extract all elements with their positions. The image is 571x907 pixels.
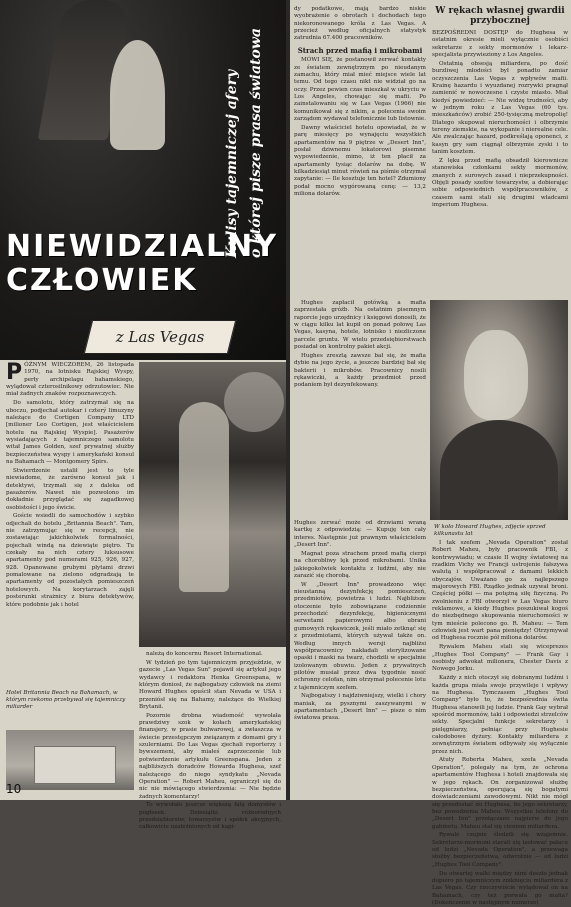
- article-column-3b: [294, 520, 426, 796]
- paragraph: I tak szefem „Nevada Operation" został Robert Maheu, były pracownik FBI, z kontrwywiadu; w czasie II wojny światowej na rzadkim Vichy we Francji ustrojenie fałszywa walutą i współpracował z damami lekkich obyczajów. Uważano go za najlepszego majorowych FBI. Rządko jednak uzywał broni. Częściej półki — ma potężną siłę fizyczną. Po zwolnieniu z FBI otworzył w Las Vegas biuro reklamowe, a kiedy Hughes poszukiwał kogoś do niezbędnego skupowania nieruchomości w tym mieście polecono go. R. Maheu: — Tem człowiek jest wart pana pieniędzy! Otrzymywał od Hughesa rocznie pół miliona dolarów.: [432, 540, 568, 642]
- portrait-face: [464, 330, 528, 420]
- paragraph: Ostatnią obsesją miliardera, po dość burzliwej młodości był ponadto zamiar oczyszczenia Las Vegas z wpływów mafii. Krainę hazardu i wyuzdanej rozrywki pragnął zamienić w nowoczesne i czyste miasto. Miał kiedyś powiedzieć: — Nie widzę trudności, aby w jednym roku z Las Vegas (60 tys. mieszkańców) zrobić 250-tysięczną metropolię! Dlatego skupował nieruchomości i olbrzymie tereny ziemskie, na wykopanie i nierealne cele. Ale zwalczając hazard, podkreślają oponenci, z kasyn gry sam ciągnął olbrzymie zyski i to tanim kosztem.: [432, 60, 568, 155]
- portrait-caption: W koło Howard Hughes, zdjęcie sprzed kilkunastu lat: [434, 524, 546, 537]
- paragraph: BEZPOŚREDNI DOSTĘP do Hughesa w ostatnim okresie mieli wyłącznie osobiści sekretarze z sekty mormonów i lekarz-specjalista przywieziony z Los Angeles.: [432, 30, 568, 59]
- banner-text: z Las Vegas: [115, 328, 205, 346]
- paragraph: Do otwartej walki między nimi doszło jednak dopiero po tajemniczym zniknięciu miliardera z Las Vegas. Czy rzeczywiście wylądował on na Bahamach, czy też porwała go mafia? (Dokończenie w następnym numerze): [432, 870, 568, 906]
- section-heading-guard: W rękach własnej gwardii przybocznej: [435, 6, 565, 26]
- page-number: 10: [6, 782, 22, 796]
- paragraph: Hughes zerwać może od drzwiami wraną kartkę z odpowiedzią: — Kupuję ten cały interes. Następnie już prawnym właścicielem „Desert Inn".: [294, 520, 426, 549]
- paragraph: dy podatkowe, mają bardzo niskie wyobrażenie o obrotach i dochodach tego niekoronowanego króla z Las Vegas. A przecież według oficjalnych statystyk zatrudnia 67.400 pracowników.: [294, 6, 426, 42]
- hughes-portrait: [430, 300, 568, 520]
- paragraph: W „Desert Inn" prowadzono więc nieustanną dezynfekcję pomieszczeń, przedmiotów, powietrza i ludzi. Najbliższe otoczenie było zobowiązane codziennie przechodzić dezynfekcję, higienicznymi serwetami papierowymi albo ubrani gumowych rękawiczek, jeśli miało zetknąć się z przedmiotami, których używał także on. Według innych wersji najbliżsi współpracownicy nakładali sterylizowane opaski i maski na twarz, chodzili w specjalnie izolowanym obuwiu. Jeden z prywatnych pilotów musiał przez dwa tygodnie nosić ochronny celofan, nim otrzymał polecenie lotu z tajemniczym szefem.: [294, 581, 426, 691]
- paragraph: Dawny właściciel hotelu opowiadał, że w parę miesięcy po wynajęciu wszystkich apartamentów na 9 piętrze w „Desert Inn", posłał dziwnemu lokatorowi pisemne wypowiedzenie, mimo, iż ten płacił za apartamenty tysiąc dolarów na dobę. W kilkadziesiąt minut rówień na piśmie otrzymał zapytanie: — Ile kosztuje ten hotel? Zdumiony podał mocno wygórowaną cenę: — 13,2 miliona dolarów.: [294, 124, 426, 197]
- paragraph: Goście wsiedli do samochodów i szybko odjechali do hotelu „Britannia Beach". Tam, nie zatrzymując się w recepcji, nie zostawiając jakichkolwiek formalności, pojechali windą na dziewiąte piętro. Tu czekały na nich cztery luksusowe apartamenty pod numerami 925, 926, 927, 928. Opanowane grubymi płytami drzwi pomalowane na zielono odgradzają te apartamenty od pozostałych pomieszczeń hotelowych. Na korytarzach zajęli posterunki strażnicy z biura detektywów, które podobnie jak i hotel: [6, 513, 134, 608]
- paragraph: Rywalem Maheu stali się wiceprezes „Hughes Tool Company" — Frank Gay i osobisty adwokat milionera, Chester Davis z Nowego Jorku.: [432, 644, 568, 673]
- paragraph: Najbogatszy i najdziwniejszy, wielki i chory maniak, za pysznymi zaszywanymi w apartamentach „Desert Inn" — pisze o nim światowa prasa.: [294, 693, 426, 722]
- paragraph: Atuty Roberta Maheu, szefa „Nevada Operation", polegały na tym, że ochrona apartamentów Hughesa i hoteli znajdowała się w jego rękach. On zorganizował służbę bezpieczeństwa, operującą się bogatymi doświadczeniami zawodowymi. Nikt nie mógł się przedostać do Hughesa, bo jego sekretarzy, bez powodzenia Maheu. Wszystkie telefony do „Desert Inn" przełączano najpierw do jego gabinetu. Maheu stał się cieniem miliardera.: [432, 757, 568, 830]
- hotel-caption: Hotel Britannia Beach na Bahamach, w którym rzekomo przebywał się tajemniczy miliarder: [6, 690, 126, 710]
- vertical-subtitle: [218, 10, 280, 260]
- paragraph: Rywale czujnie śledzili się wzajemnie. Sekretarze-mormoni starali się izolować pałacu od ludzi „Nevada Operation", a przewaga służby bezpieczeństwa, odwrotnie — od ludzi „Hughes Tool Company".: [432, 832, 568, 868]
- hotel-photo: [6, 730, 134, 790]
- paragraph: Każdy z nich otoczył się dobranymi ludźmi i każda grupa miała swoje przywileje i wpływy na Hughesa. Tymczasem „Hughes Tool Company" było to, że bezpośrednia świta Hughesa stanowili jej ludzie. Frank Gay wybrał spośród mormonów, taki i odpowiedzi strzelców sekty. Specjalni funkcje sekretarzy i pielęgniarzy, pełniąc przy Hughesie całodobowe dyżury. Kontakty miliardera z zewnętrznym światem odbywały się wyłącznie przez nich.: [432, 675, 568, 755]
- showgirl-photo: [139, 362, 286, 647]
- section-heading-mafia: Strach przed mafią i mikrobami: [297, 45, 423, 55]
- right-page: [290, 0, 571, 906]
- paragraph: Magnat poza strachem przed mafią cierpi na chorobliwy lęk przed mikrobami. Unika jakiegokolwiek kontaktu z ludźmi, aby nie zarazić się chorobą.: [294, 550, 426, 579]
- paragraph: MÓWI SIĘ, że postanowił zerwać kontakty ze światem zewnętrznym po nieudanym zamachu, który miał mieć miejsce wiele lat temu. Od tego czasu nikt nie widział go na oczy. Przez pewien czas mieszkał w ukryciu w Los Angeles, chowając się mafii. Po zainstalowaniu się w Las Vegas (1966) nie komunikował się z nikim, a polecenia swoim zarządom wydawał telefonicznie lub listownie.: [294, 57, 426, 122]
- article-column-3-middle: [294, 300, 426, 515]
- headline-line1: NIEWIDZIALNY: [6, 229, 278, 264]
- article-column-4b: [432, 540, 568, 906]
- paragraph: Hughes zapłacił gotówką a mafia zaprzestała gróźb. Na ostatnim pisemnym raporcie jego urzędnicy i księgowi donosili, że w ciągu kilku lat kupił on ponad połowę Las Vegas, kasyna, hotele, lotnisko i niezliczone parcele gruntu. W wielu przedsiębiorstwach posiadał on kontrolny pakiet akcji.: [294, 300, 426, 351]
- drop-cap: P: [6, 360, 23, 385]
- article-column-4: [432, 6, 568, 296]
- stage-light: [224, 372, 284, 432]
- paragraph: należą do koncernu Resort International.: [146, 651, 263, 657]
- showgirl-figure: [179, 402, 229, 592]
- vertical-subtitle-line1: Kulisy tajemniczej afery: [224, 69, 240, 258]
- paragraph: Stwierdzenie ustalił jest to tyle niewiadome, że zarówno konsul jak i detektywi, trzymali się z daleka od pasażerów. Nawet nie pozwolono im dokładnie przyglądać się zagadkowej osobistości i jego świcie.: [6, 467, 134, 511]
- article-column-3: [294, 6, 426, 296]
- paragraph: Hughes zresztą zawsze bał się, że mafia dybie na jego życie, a jeszcze bardziej bał się bakterii i mikrobów. Pracownicy nosili rękawiczki, a każdy przedmiot przed podaniem był dezynfekowany.: [294, 352, 426, 389]
- lead-paragraph: PÓŹNYM WIECZOREM, 26 listopada 1970, na lotnisku Rajskiej Wyspy, perły archipelagu bahamskiego, wylądował czterosilnikowy odrzutowiec. Nie miał żadnych znaków rozpoznawczych.: [6, 360, 134, 398]
- hotel-building: [34, 746, 116, 784]
- article-column-1: [6, 362, 134, 687]
- article-column-2: [139, 651, 281, 831]
- headline-line2: CZŁOWIEK: [6, 263, 198, 298]
- paragraph: To wywołało jeszcze większą falę domysłów i pogłosek. Dziesiątki różnorodnych przedsiębiorstw, towarzystw i spółek akcyjnych, całkowicie uzależnionych od kapi-: [139, 802, 281, 831]
- las-vegas-banner: [84, 320, 236, 354]
- left-page: [0, 0, 286, 831]
- headline: [6, 229, 278, 298]
- paragraph: Pozornie drobna wiadomość wywołała prawdziwy szok w kołach amerykańskiej finansjery, w prasie bulwarowej, a zwłaszcza w świecie przestępczym związanym z domami gry i szulerniami. Do Las Vegas zjechali reporterzy i bywszemeni, aby miałeś zaprzeczenie lub potwierdzenie artykułu Greenspana. Jeden z najbliższych doradców Howarda Hughesa, szef należącego do niego syndykatu „Nevada Operation" — Robert Maheu, ograniczył się do nic nie mówiącego stwierdzenia: — Nie będzie żadnych komentarzy!: [139, 712, 281, 800]
- paragraph: Do samolotu, który zatrzymał się na uboczu, podjechał autokar i czterý limuzyny należące do Cortigen Company LTD [milioner Leo Cortigen, jest właścicielem hotelu na Rajskiej Wyspie]. Pasażerów wysiadających z tajemniczego samolotu witał James Golden, szef prywatnej służby bezpieczeństwa wyspy i amerykański konsul na Bahamach — Montgomery Spirs.: [6, 400, 134, 465]
- paragraph: W tydzień po tym tajemniczym przyjeździe, w gazecie „Las Vegas Sun" pojawił się artykuł jego wydawcy i redaktora Henka Greenspana, w którym doniosł, że najbogatszy człowiek na ziemi Howard Hughes opuścił stan Nevada w USA i przeniósł się na Bahamy, należące do Wielkiej Brytanii.: [139, 659, 281, 710]
- paragraph: Z lęku przed mafią obsadził kierownicze stanowiska członkami sekty mormonów, znanych z surowych zasad i nieprzekupności. Objęli posady szefów towarzystw, a dobierając sobie odpowiednich współpracowników, z czasem sami stali się drugimi władcami imperium Hughesa.: [432, 157, 568, 208]
- hero-glow: [110, 40, 165, 150]
- portrait-coat: [440, 420, 558, 520]
- vertical-subtitle-line2: o której pisze prasa światowa: [248, 28, 264, 258]
- hero-photo: [0, 0, 286, 360]
